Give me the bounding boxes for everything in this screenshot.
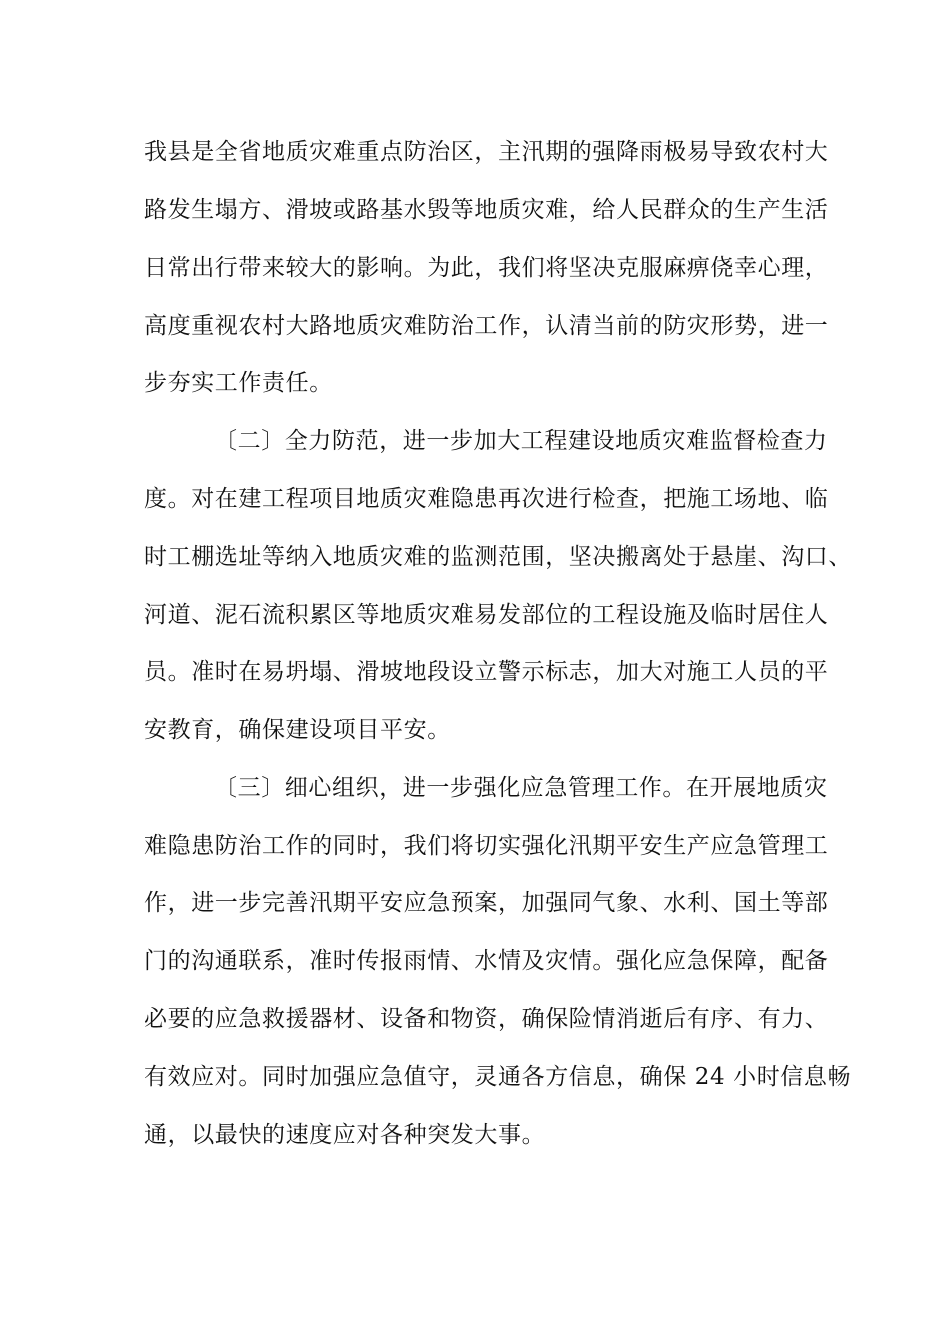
paragraph-3-line-1: 〔三〕细心组织，进一步强化应急管理工作。在开展地质灾 [214,775,828,801]
paragraph-1-line-5: 步夯实工作责任。 [144,370,333,396]
paragraph-1-line-2: 路发生塌方、滑坡或路基水毁等地质灾难，给人民群众的生产生活 [144,197,829,223]
paragraph-2-line-1: 〔二〕全力防范，进一步加大工程建设地质灾难监督检查力 [214,428,828,454]
paragraph-2-line-4: 河道、泥石流积累区等地质灾难易发部位的工程设施及临时居住人 [144,602,829,628]
paragraph-3-line-6: 有效应对。同时加强应急值守，灵通各方信息，确保 24 小时信息畅 [144,1064,852,1090]
paragraph-1-line-4: 高度重视农村大路地质灾难防治工作，认清当前的防灾形势，进一 [144,313,829,339]
paragraph-3-line-4: 门的沟通联系，准时传报雨情、水情及灾情。强化应急保障，配备 [144,948,829,974]
paragraph-2-line-2: 度。对在建工程项目地质灾难隐患再次进行检查，把施工场地、临 [144,486,829,512]
paragraph-3-line-5: 必要的应急救援器材、设备和物资，确保险情消逝后有序、有力、 [144,1006,829,1032]
paragraph-2-line-5: 员。准时在易坍塌、滑坡地段设立警示标志，加大对施工人员的平 [144,659,829,685]
paragraph-2-line-6: 安教育，确保建设项目平安。 [144,717,451,743]
paragraph-3-line-7: 通，以最快的速度应对各种突发大事。 [144,1122,546,1148]
paragraph-3-line-3: 作，进一步完善汛期平安应急预案，加强同气象、水利、国土等部 [144,890,829,916]
paragraph-1-line-3: 日常出行带来较大的影响。为此，我们将坚决克服麻痹侥幸心理， [144,255,829,281]
paragraph-1-line-1: 我县是全省地质灾难重点防治区，主汛期的强降雨极易导致农村大 [144,139,829,165]
paragraph-2-line-3: 时工棚选址等纳入地质灾难的监测范围，坚决搬离处于悬崖、沟口、 [144,544,852,570]
paragraph-3-line-2: 难隐患防治工作的同时，我们将切实强化汛期平安生产应急管理工 [144,833,829,859]
